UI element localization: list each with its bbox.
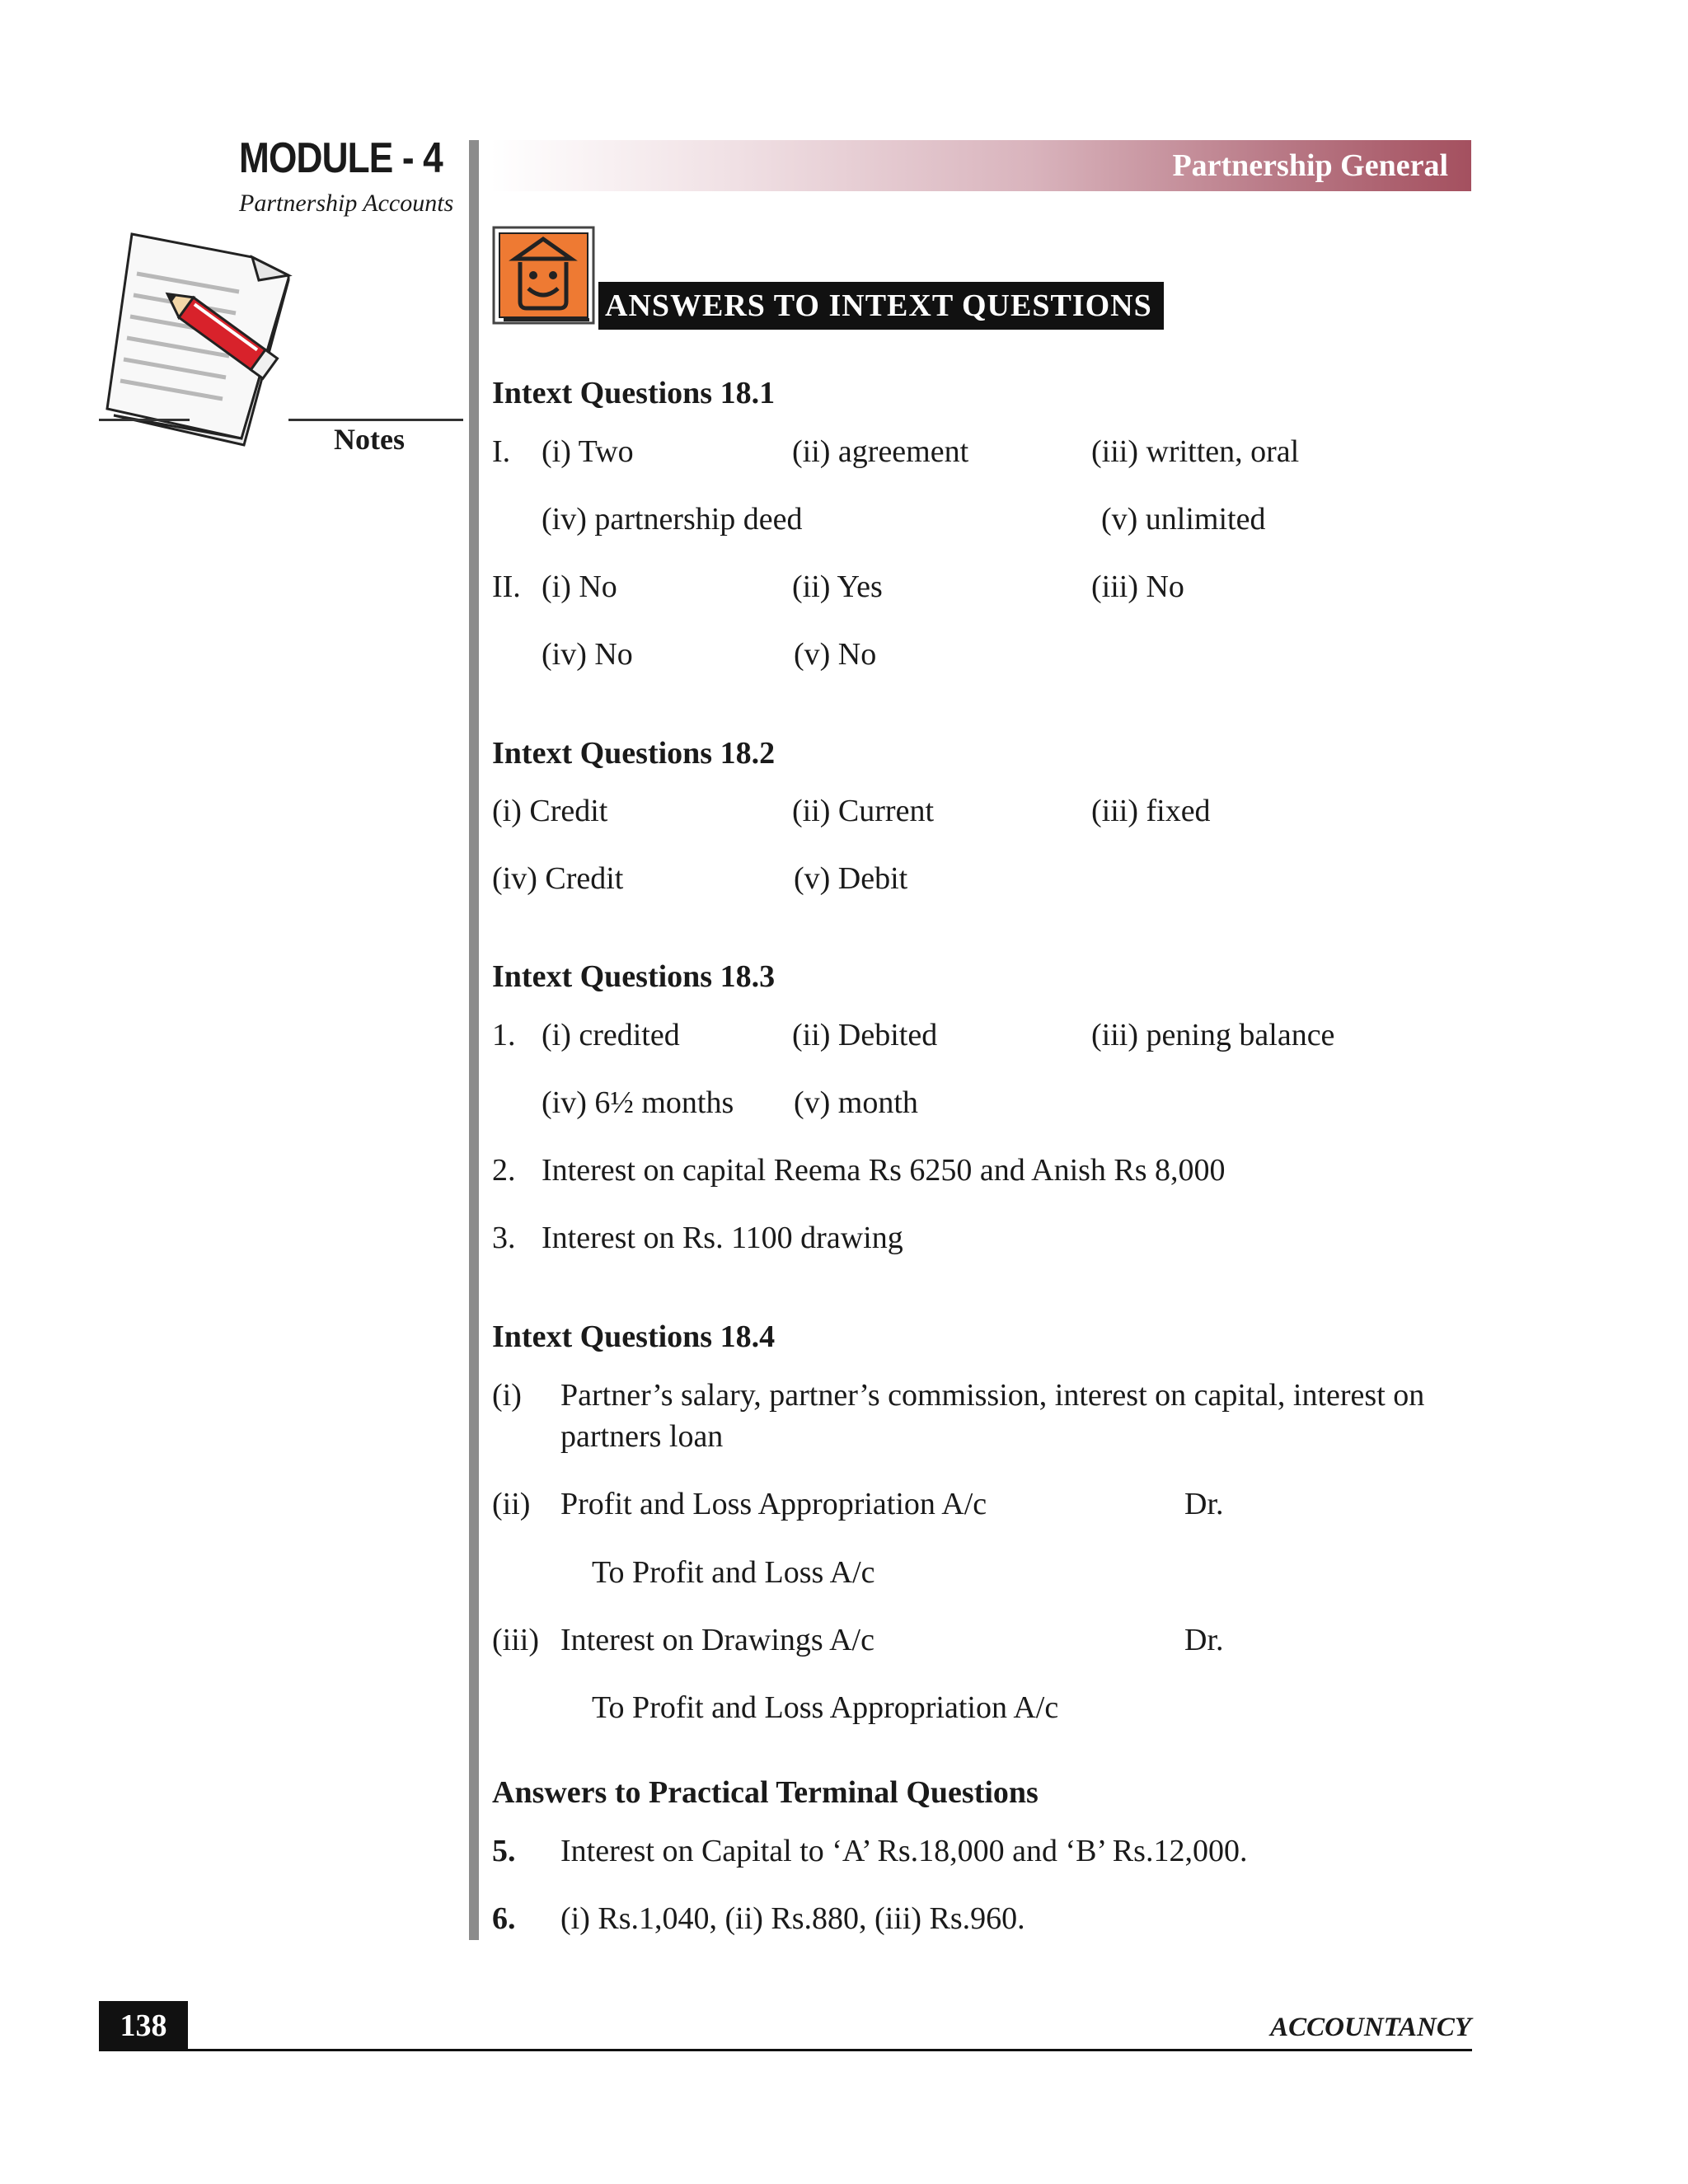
answer-item: Interest on capital Reema Rs 6250 and Anish Rs 8,000 bbox=[542, 1153, 1226, 1188]
list-marker: 5. bbox=[492, 1834, 516, 1868]
answer-item: (v) month bbox=[794, 1085, 918, 1120]
footer-rule bbox=[99, 2049, 1472, 2051]
answer-item: (iv) partnership deed bbox=[542, 502, 803, 537]
section-title-18-1: Intext Questions 18.1 bbox=[492, 376, 776, 410]
answer-item: (i) No bbox=[542, 569, 617, 604]
answer-item: (ii) Current bbox=[792, 794, 935, 828]
notes-label: Notes bbox=[334, 423, 405, 456]
answer-item: Interest on Capital to ‘A’ Rs.18,000 and ‘B’ Rs.12,000. bbox=[560, 1834, 1248, 1868]
journal-dr-marker: Dr. bbox=[1184, 1487, 1224, 1521]
module-title: MODULE - 4 bbox=[239, 134, 443, 182]
list-marker: 6. bbox=[492, 1901, 516, 1936]
page-number: 138 bbox=[99, 2001, 188, 2050]
chapter-header-title: Partnership General bbox=[1172, 148, 1448, 183]
answer-item: (iii) fixed bbox=[1091, 794, 1211, 828]
answer-item: (ii) Yes bbox=[792, 569, 883, 604]
section-title-18-4: Intext Questions 18.4 bbox=[492, 1319, 776, 1354]
journal-entry-credit: To Profit and Loss Appropriation A/c bbox=[592, 1690, 1059, 1725]
answer-item: partners loan bbox=[560, 1419, 724, 1454]
section-title-18-3: Intext Questions 18.3 bbox=[492, 959, 776, 994]
answer-item: (i) Credit bbox=[492, 794, 608, 828]
notepad-pencil-icon bbox=[97, 223, 320, 462]
journal-dr-marker: Dr. bbox=[1184, 1623, 1224, 1657]
answer-item: (v) Debit bbox=[794, 861, 908, 896]
list-marker: II. bbox=[492, 569, 521, 604]
answer-item: (iv) No bbox=[542, 637, 633, 672]
list-marker: 2. bbox=[492, 1153, 516, 1188]
journal-entry-debit: Profit and Loss Appropriation A/c bbox=[560, 1487, 987, 1521]
margin-rule bbox=[469, 140, 479, 1940]
section-title-18-2: Intext Questions 18.2 bbox=[492, 736, 776, 771]
answer-item: Partner’s salary, partner’s commission, interest on capital, interest on bbox=[560, 1378, 1425, 1413]
chapter-header-band bbox=[490, 140, 1471, 191]
answer-item: (iv) 6½ months bbox=[542, 1085, 734, 1120]
notes-divider-right bbox=[288, 419, 463, 421]
journal-entry-credit: To Profit and Loss A/c bbox=[592, 1555, 875, 1590]
list-marker: 3. bbox=[492, 1221, 516, 1255]
answer-item: (i) Rs.1,040, (ii) Rs.880, (iii) Rs.960. bbox=[560, 1901, 1025, 1936]
answer-item: (v) unlimited bbox=[1101, 502, 1266, 537]
answer-item: (ii) Debited bbox=[792, 1018, 938, 1052]
journal-entry-debit: Interest on Drawings A/c bbox=[560, 1623, 874, 1657]
answer-item: Interest on Rs. 1100 drawing bbox=[542, 1221, 903, 1255]
section-title-practical: Answers to Practical Terminal Questions bbox=[492, 1775, 1039, 1810]
answer-item: (iii) written, oral bbox=[1091, 434, 1300, 469]
footer-subject: ACCOUNTANCY bbox=[1270, 2013, 1471, 2042]
list-marker: I. bbox=[492, 434, 511, 469]
answer-item: (ii) agreement bbox=[792, 434, 969, 469]
answer-item: (iv) Credit bbox=[492, 861, 624, 896]
list-marker: 1. bbox=[492, 1018, 516, 1052]
answer-item: (iii) pening balance bbox=[1091, 1018, 1335, 1052]
list-marker: (ii) bbox=[492, 1487, 531, 1521]
list-marker: (iii) bbox=[492, 1623, 539, 1657]
list-marker: (i) bbox=[492, 1378, 522, 1413]
answer-item: (iii) No bbox=[1091, 569, 1184, 604]
answer-item: (i) Two bbox=[542, 434, 634, 469]
answer-item: (v) No bbox=[794, 637, 877, 672]
notes-divider-left bbox=[99, 419, 190, 421]
answers-house-icon bbox=[492, 226, 595, 325]
answers-heading: ANSWERS TO INTEXT QUESTIONS bbox=[598, 282, 1164, 330]
answer-item: (i) credited bbox=[542, 1018, 680, 1052]
module-subtitle: Partnership Accounts bbox=[239, 190, 454, 217]
